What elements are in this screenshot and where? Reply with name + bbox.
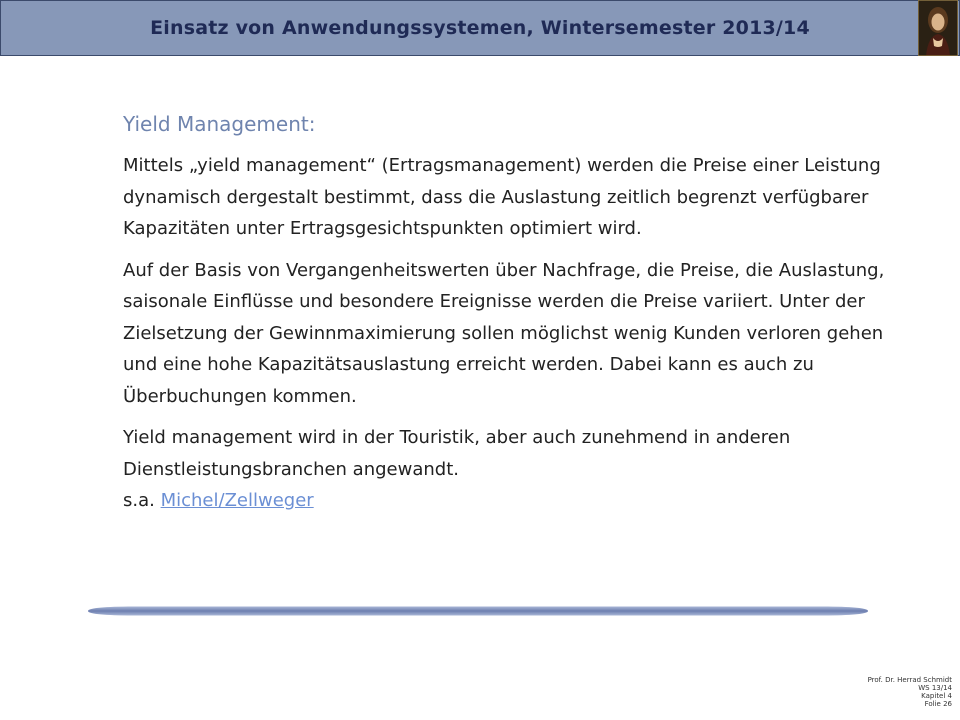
slide-content	[123, 112, 913, 517]
footer-author: Prof. Dr. Herrad Schmidt	[867, 676, 952, 684]
paragraph-usage: Yield management wird in der Touristik, aber auch zunehmend in anderen Dienstleistungsbranchen angewandt.	[123, 427, 791, 480]
see-also-prefix: s.a.	[123, 490, 155, 511]
slide-footer	[832, 676, 952, 708]
slide-title: Yield Management:	[123, 112, 316, 136]
michel-zellweger-link[interactable]: Michel/Zellweger	[160, 490, 314, 511]
see-also-line	[123, 485, 913, 517]
portrait-icon	[918, 0, 958, 56]
footer-chapter: Kapitel 4	[921, 692, 952, 700]
header-title: Einsatz von Anwendungssystemen, Wintersemester 2013/14	[150, 17, 810, 39]
paragraph-basis: Auf der Basis von Vergangenheitswerten über Nachfrage, die Preise, die Auslastung, saisonale Einflüsse und besondere Ereignisse werden die Preise variiert. Unter der Zielsetzung der Gewinnmaximierung sollen möglichst wenig Kunden verloren gehen und eine hohe Kapazitätsauslastung erreicht werden. Dabei kann es auch zu Überbuchungen kommen.	[123, 259, 885, 407]
footer-slide-number: Folie 26	[924, 700, 952, 708]
paragraph-definition: Mittels „yield management“ (Ertragsmanagement) werden die Preise einer Leistung dynamisch dergestalt bestimmt, dass die Auslastung zeitlich begrenzt verfügbarer Kapazitäten unter Ertragsgesichtspunkten optimiert wird.	[123, 155, 881, 239]
footer-semester: WS 13/14	[918, 684, 952, 692]
